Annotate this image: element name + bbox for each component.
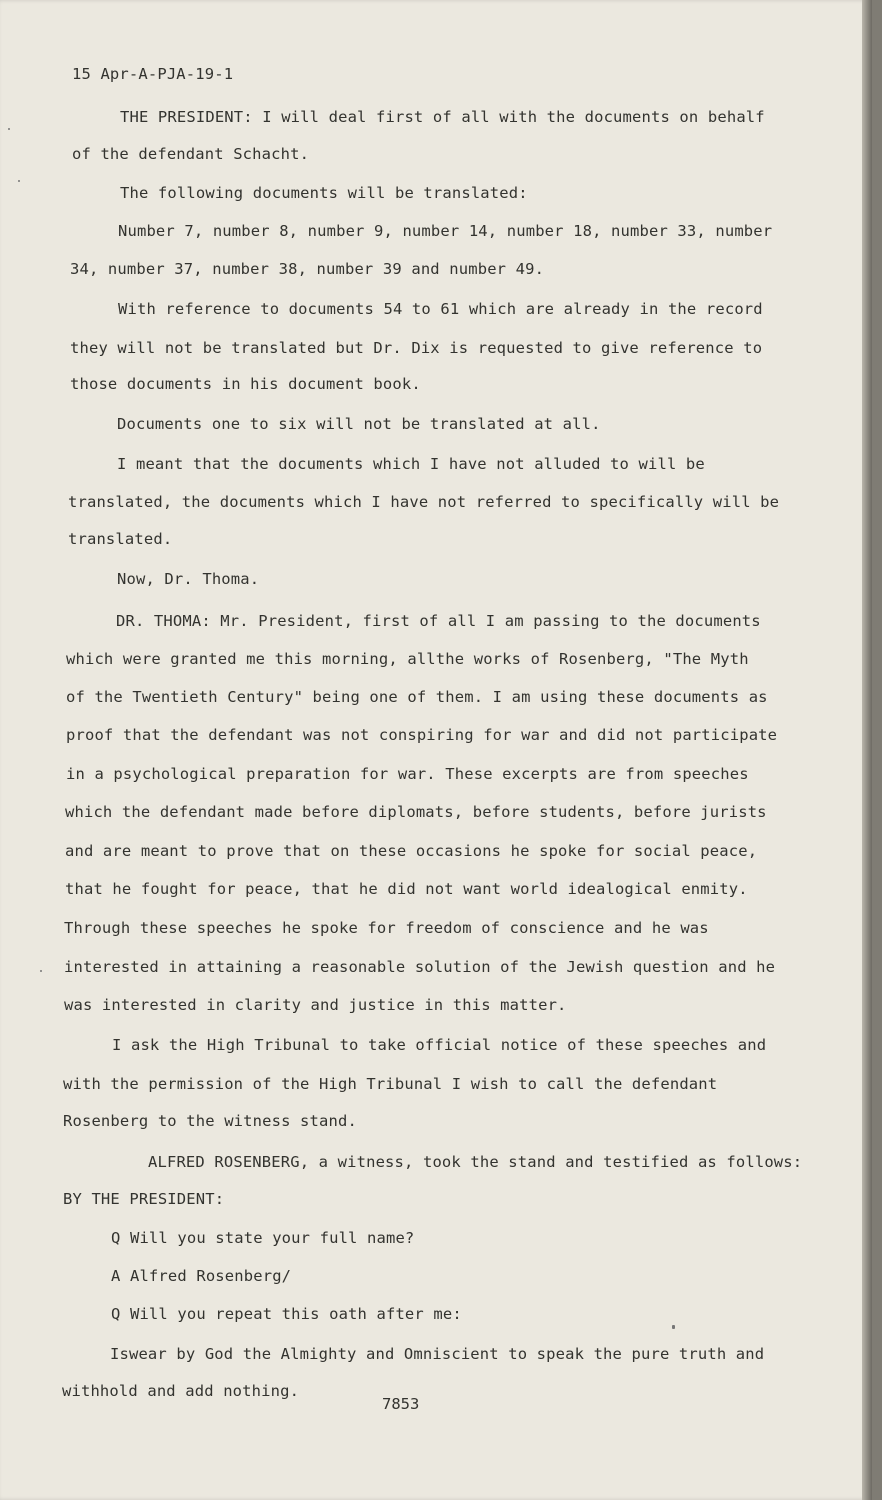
text-line: was interested in clarity and justice in this matter. bbox=[64, 996, 567, 1014]
question-line: Q Will you state your full name? bbox=[111, 1229, 415, 1247]
examination-heading: BY THE PRESIDENT: bbox=[63, 1190, 225, 1208]
answer-line: A Alfred Rosenberg/ bbox=[111, 1267, 292, 1285]
text-line: Number 7, number 8, number 9, number 14, number 18, number 33, number bbox=[118, 222, 773, 240]
text-line: which the defendant made before diplomats, before students, before jurists bbox=[65, 803, 767, 821]
text-line: with the permission of the High Tribunal I wish to call the defendant bbox=[63, 1075, 718, 1093]
text-line: I meant that the documents which I have not alluded to will be bbox=[117, 455, 705, 473]
paper-speck bbox=[8, 128, 10, 130]
text-line: of the defendant Schacht. bbox=[72, 145, 310, 163]
page-number: 7853 bbox=[382, 1395, 420, 1413]
oath-line: withhold and add nothing. bbox=[62, 1382, 300, 1400]
text-line: translated, the documents which I have not referred to specifically will be bbox=[68, 493, 780, 511]
text-line: 34, number 37, number 38, number 39 and number 49. bbox=[70, 260, 545, 278]
text-line: With reference to documents 54 to 61 which are already in the record bbox=[118, 300, 763, 318]
text-line: The following documents will be translated: bbox=[120, 184, 528, 202]
text-line: Documents one to six will not be translated at all. bbox=[117, 415, 601, 433]
text-line: THE PRESIDENT: I will deal first of all with the documents on behalf bbox=[120, 108, 765, 126]
question-line: Q Will you repeat this oath after me: bbox=[111, 1305, 462, 1323]
paper-speck bbox=[672, 1325, 675, 1329]
text-line: which were granted me this morning, allthe works of Rosenberg, "The Myth bbox=[66, 650, 749, 668]
witness-intro-line: ALFRED ROSENBERG, a witness, took the stand and testified as follows: bbox=[148, 1153, 803, 1171]
paper-speck bbox=[18, 180, 20, 182]
text-line: Through these speeches he spoke for freedom of conscience and he was bbox=[64, 919, 709, 937]
text-line: Rosenberg to the witness stand. bbox=[63, 1112, 357, 1130]
text-line: Now, Dr. Thoma. bbox=[117, 570, 260, 588]
text-line: in a psychological preparation for war. These excerpts are from speeches bbox=[66, 765, 749, 783]
text-line: proof that the defendant was not conspiring for war and did not participate bbox=[66, 726, 778, 744]
paper-speck bbox=[40, 970, 42, 972]
page-edge bbox=[862, 0, 872, 1500]
text-line: translated. bbox=[68, 530, 173, 548]
text-line: that he fought for peace, that he did not want world idealogical enmity. bbox=[65, 880, 748, 898]
text-line: they will not be translated but Dr. Dix is requested to give reference to bbox=[70, 339, 763, 357]
text-line: those documents in his document book. bbox=[70, 375, 421, 393]
text-line: I ask the High Tribunal to take official notice of these speeches and bbox=[112, 1036, 767, 1054]
text-line: and are meant to prove that on these occasions he spoke for social peace, bbox=[65, 842, 758, 860]
document-reference: 15 Apr-A-PJA-19-1 bbox=[72, 65, 234, 83]
text-line: of the Twentieth Century" being one of them. I am using these documents as bbox=[66, 688, 768, 706]
text-line: interested in attaining a reasonable solution of the Jewish question and he bbox=[64, 958, 776, 976]
oath-line: Iswear by God the Almighty and Omniscient to speak the pure truth and bbox=[110, 1345, 765, 1363]
speaker-line: DR. THOMA: Mr. President, first of all I am passing to the documents bbox=[116, 612, 761, 630]
